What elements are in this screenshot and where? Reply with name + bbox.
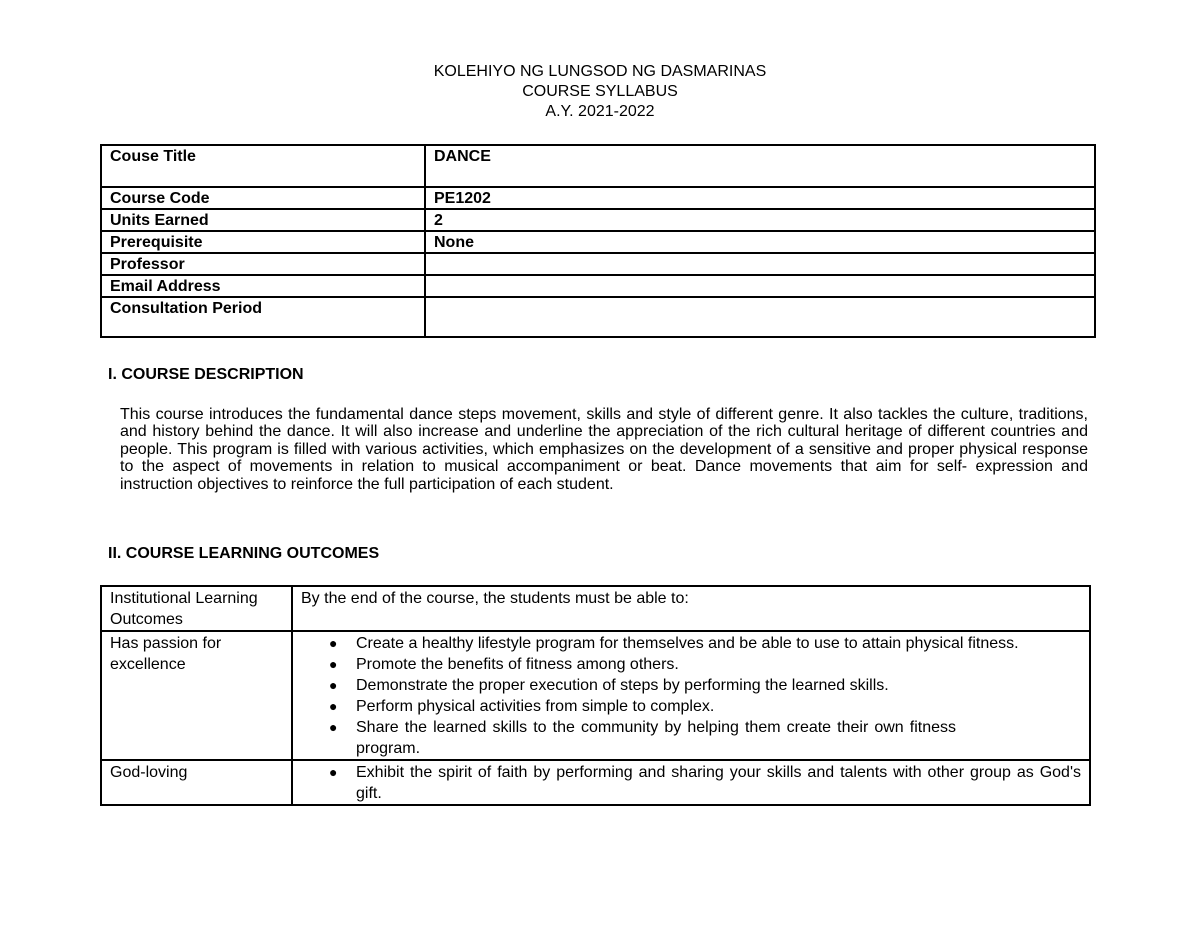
- institution-name: KOLEHIYO NG LUNGSOD NG DASMARINAS: [433, 63, 767, 80]
- course-description-text: This course introduces the fundamental dance steps movement, skills and style of different genre. It also tackles the culture, traditions, and history behind the dance. It will also increase and underline the appreciation of the rich cultural heritage of different countries and people. This program is filled with various activities, which emphasizes on the development of a sensitive and proper physical response to the aspect of movements in relation to musical accompaniment or beat. Dance movements that aim for self- expression and instruction objectives to reinforce the full participation of each student.: [120, 406, 1088, 493]
- outcome-text: Exhibit the spirit of faith by performing and sharing your skills and talents with other group as God's gift.: [356, 764, 1081, 802]
- outcomes-list: [301, 633, 1081, 759]
- bullet-icon: ●: [329, 635, 338, 651]
- prerequisite-label: Prerequisite: [101, 231, 425, 253]
- outcomes-list: [301, 762, 1081, 804]
- table-row: [101, 760, 1090, 805]
- table-row: [101, 631, 1090, 760]
- email-address-value: [425, 275, 1095, 297]
- professor-label: Professor: [101, 253, 425, 275]
- consultation-period-value: [425, 297, 1095, 337]
- table-header-row: [101, 586, 1090, 631]
- document-header: [0, 62, 1200, 122]
- outcome-text: Promote the benefits of fitness among others.: [356, 656, 679, 673]
- table-row: [101, 187, 1095, 209]
- bullet-icon: ●: [329, 656, 338, 672]
- learning-outcomes-heading: II. COURSE LEARNING OUTCOMES: [108, 545, 380, 562]
- units-earned-value: 2: [425, 209, 1095, 231]
- ilo-cell: God-loving: [101, 760, 292, 805]
- outcome-text: Perform physical activities from simple to complex.: [356, 698, 715, 715]
- table-row: [101, 145, 1095, 187]
- course-code-value: PE1202: [425, 187, 1095, 209]
- bullet-icon: ●: [329, 698, 338, 714]
- bullet-icon: ●: [329, 677, 338, 693]
- academic-year: A.Y. 2021-2022: [545, 103, 655, 120]
- table-row: [101, 253, 1095, 275]
- course-info-table: [100, 144, 1096, 338]
- outcomes-cell: [292, 760, 1090, 805]
- table-row: [101, 231, 1095, 253]
- units-earned-label: Units Earned: [101, 209, 425, 231]
- list-item: [301, 762, 1081, 804]
- table-row: [101, 297, 1095, 337]
- list-item: [301, 675, 1081, 696]
- table-row: [101, 209, 1095, 231]
- outcome-text: Share the learned skills to the community by helping them create their own fitness program.: [356, 719, 956, 757]
- course-description-heading: I. COURSE DESCRIPTION: [108, 366, 304, 383]
- ilo-cell: Has passion for excellence: [101, 631, 292, 760]
- table-row: [101, 275, 1095, 297]
- course-title-label: Couse Title: [101, 145, 425, 187]
- list-item: [301, 696, 1081, 717]
- list-item: [301, 717, 1081, 759]
- list-item: [301, 654, 1081, 675]
- learning-outcomes-table: [100, 585, 1091, 806]
- bullet-icon: ●: [329, 719, 338, 735]
- ilo-column-header: Institutional Learning Outcomes: [101, 586, 292, 631]
- outcomes-column-header: By the end of the course, the students must be able to:: [292, 586, 1090, 631]
- prerequisite-value: None: [425, 231, 1095, 253]
- outcomes-cell: [292, 631, 1090, 760]
- list-item: [301, 633, 1081, 654]
- bullet-icon: ●: [329, 764, 338, 780]
- email-address-label: Email Address: [101, 275, 425, 297]
- consultation-period-label: Consultation Period: [101, 297, 425, 337]
- document-type: COURSE SYLLABUS: [522, 83, 678, 100]
- outcome-text: Create a healthy lifestyle program for themselves and be able to use to attain physical fitness.: [356, 635, 1019, 652]
- professor-value: [425, 253, 1095, 275]
- course-title-value: DANCE: [425, 145, 1095, 187]
- outcome-text: Demonstrate the proper execution of steps by performing the learned skills.: [356, 677, 889, 694]
- course-code-label: Course Code: [101, 187, 425, 209]
